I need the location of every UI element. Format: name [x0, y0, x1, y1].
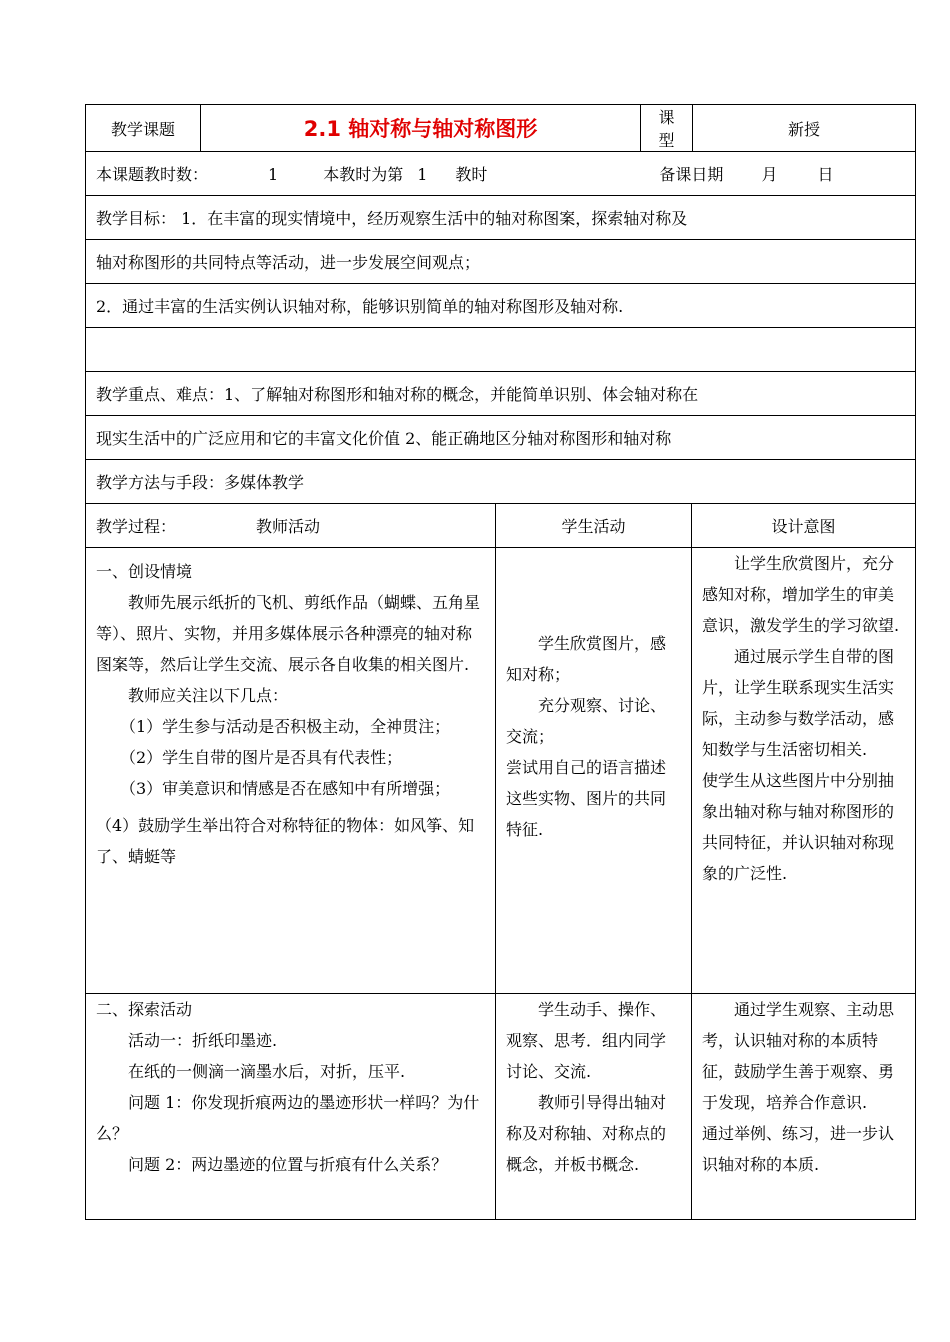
process-teacher-header: [86, 504, 496, 548]
section2-teacher-cell: [86, 994, 496, 1220]
hours-value: 1: [268, 165, 279, 184]
section1-design-cell: [692, 548, 916, 994]
section2-teacher-para: 在纸的一侧滴一滴墨水后，对折，压平.: [128, 1062, 406, 1081]
section1-heading: 一、创设情境: [96, 562, 193, 581]
student-activity-header: 学生活动: [496, 504, 692, 548]
section2-student-cell: [496, 994, 692, 1220]
section1-student-para: 尝试用自己的语言描述这些实物、图片的共同特征.: [506, 758, 667, 839]
section1-teacher-cell: [86, 548, 496, 994]
empty-row: [86, 328, 916, 372]
date-label: 备课日期: [659, 165, 724, 184]
section1-row: [86, 548, 916, 994]
section1-teacher-para: （4）鼓励学生举出符合对称特征的物体：如风筝、知了、蜻蜓等: [96, 816, 475, 866]
section2-design-para: 通过学生观察、主动思考，认识轴对称的本质特征，鼓励学生善于观察、勇于发现，培养合作意识.: [702, 1000, 895, 1112]
keypoints-row-2: [86, 416, 916, 460]
section1-design-para: 通过展示学生自带的图片，让学生联系现实生活实际，主动参与数学活动，感知数学与生活密切相关.: [702, 647, 895, 759]
meta-row: [86, 152, 916, 196]
keypoints-row-1: [86, 372, 916, 416]
section1-student-para: 充分观察、讨论、交流；: [506, 696, 667, 746]
process-label: 教学过程：: [96, 517, 177, 536]
process-table: [85, 503, 916, 1220]
section2-design-para: 通过举例、练习，进一步认识轴对称的本质.: [702, 1124, 895, 1174]
meta-cell: [86, 152, 916, 196]
type-value: 新授: [693, 105, 916, 152]
process-header-row: [86, 504, 916, 548]
section1-student-cell: [496, 548, 692, 994]
goals-line-3: 2．通过丰富的生活实例认识轴对称，能够识别简单的轴对称图形及轴对称.: [86, 284, 916, 328]
section1-teacher-para: （3）审美意识和情感是否在感知中有所增强；: [120, 779, 451, 798]
section1-teacher-para: （2）学生自带的图片是否具有代表性；: [120, 748, 403, 767]
type-label: 课型: [641, 105, 693, 152]
keypoints-line-2: 现实生活中的广泛应用和它的丰富文化价值 2、能正确地区分轴对称图形和轴对称: [86, 416, 916, 460]
goals-line-1: 教学目标： 1．在丰富的现实情境中，经历观察生活中的轴对称图案，探索轴对称及: [86, 196, 916, 240]
header-row: [86, 105, 916, 152]
goals-row-1: [86, 196, 916, 240]
goals-row-3: [86, 284, 916, 328]
section1-design-para: 让学生欣赏图片，充分感知对称，增加学生的审美意识，激发学生的学习欲望.: [702, 554, 900, 635]
lesson-plan-table: [85, 104, 916, 504]
current-unit: 教时: [455, 165, 488, 184]
topic-label: 教学课题: [86, 105, 201, 152]
goals-line-2: 轴对称图形的共同特点等活动，进一步发展空间观点；: [86, 240, 916, 284]
section2-heading: 二、探索活动: [96, 1000, 193, 1019]
section2-row: [86, 994, 916, 1220]
lesson-plan-sheet: [85, 104, 915, 1220]
section2-teacher-para: 问题 2：两边墨迹的位置与折痕有什么关系？: [128, 1155, 448, 1174]
design-intent-header: 设计意图: [692, 504, 916, 548]
section2-student-para: 教师引导得出轴对称及对称轴、对称点的概念，并板书概念.: [506, 1093, 667, 1174]
teacher-activity-header: 教师活动: [256, 517, 321, 536]
section2-design-cell: [692, 994, 916, 1220]
method-line: 教学方法与手段：多媒体教学: [86, 460, 916, 504]
section1-teacher-para: （1）学生参与活动是否积极主动，全神贯注；: [120, 717, 451, 736]
empty-cell: [86, 328, 916, 372]
section1-design-para: 使学生从这些图片中分别抽象出轴对称与轴对称图形的共同特征，并认识轴对称现象的广泛性.: [702, 771, 895, 883]
hours-label: 本课题教时数：: [96, 165, 209, 184]
section1-teacher-para: 教师先展示纸折的飞机、剪纸作品（蝴蝶、五角星等）、照片、实物，并用多媒体展示各种漂亮的轴对称图案等，然后让学生交流、展示各自收集的相关图片.: [96, 593, 481, 674]
page-title: 2.1 轴对称与轴对称图形: [201, 105, 641, 152]
section1-teacher-para: 教师应关注以下几点：: [128, 686, 289, 705]
date-day: 日: [817, 165, 834, 184]
current-label: 本教时为第: [323, 165, 404, 184]
keypoints-line-1: 教学重点、难点：1、了解轴对称图形和轴对称的概念，并能简单识别、体会轴对称在: [86, 372, 916, 416]
method-row: [86, 460, 916, 504]
section2-student-para: 学生动手、操作、观察、思考．组内同学讨论、交流.: [506, 1000, 667, 1081]
section2-teacher-para: 活动一：折纸印墨迹.: [128, 1031, 278, 1050]
current-value: 1: [417, 165, 428, 184]
section2-teacher-para: 问题 1：你发现折痕两边的墨迹形状一样吗？为什么？: [96, 1093, 480, 1143]
goals-row-2: [86, 240, 916, 284]
date-month: 月: [761, 165, 778, 184]
section1-student-para: 学生欣赏图片，感知对称；: [506, 634, 667, 684]
